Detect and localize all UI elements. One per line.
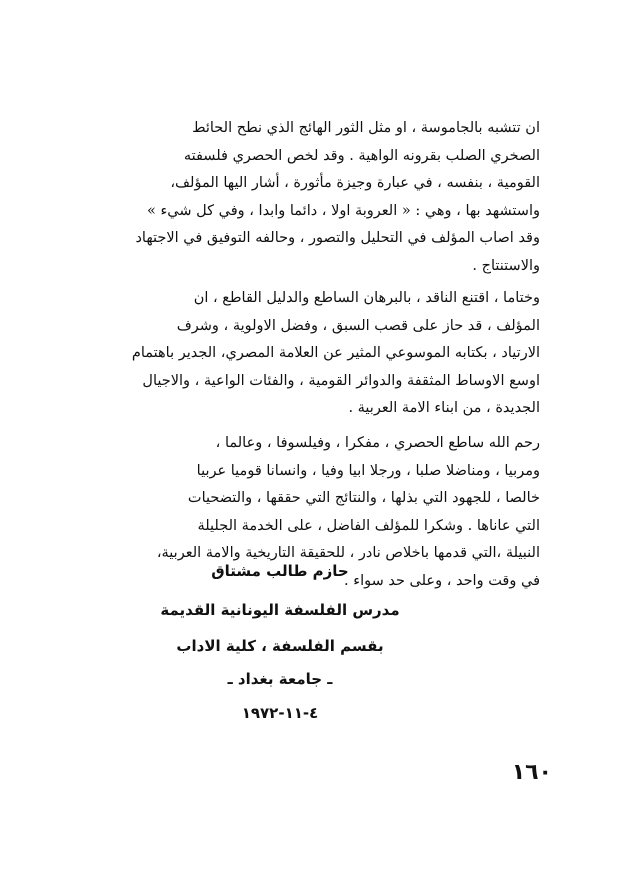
paragraph-2 (80, 285, 540, 423)
text-line: ان تتشبه بالجاموسة ، او مثل الثور الهائج الذي نطح الحائط (192, 120, 540, 136)
text-line: الجديدة ، من ابناء الامة العربية . (348, 400, 540, 416)
page-number: ١٦٠ (511, 760, 552, 785)
signature-university: ـ جامعة بغداد ـ (227, 670, 333, 688)
paragraph-1 (80, 115, 540, 280)
signature-department: بقسم الفلسفة ، كلية الاداب (176, 637, 384, 655)
text-line: المؤلف ، قد حاز على قصب السبق ، وفضل الاولوية ، وشرف (176, 317, 540, 334)
text-line: وختاما ، اقتنع الناقد ، بالبرهان الساطع والدليل القاطع ، ان (193, 290, 540, 306)
text-line: القومية ، بنفسه ، في عبارة وجيزة مأثورة ، أشار اليها المؤلف، (170, 175, 540, 191)
signature-date: ٤-١١-١٩٧٢ (241, 704, 319, 722)
text-line: النبيلة ،التي قدمها باخلاص نادر ، للحقيقة التاريخية والامة العربية، (156, 545, 540, 561)
signature-title: مدرس الفلسفة اليونانية القديمة (160, 601, 400, 619)
signature-name: حازم طالب مشتاق (211, 562, 349, 580)
text-line: والاستنتاج . (472, 257, 540, 274)
text-line: واستشهد بها ، وهي : « العروبة اولا ، دائما وابدا ، وفي كل شيء » (146, 202, 540, 219)
text-line: الارتياد ، بكتابه الموسوعي المثير عن العلامة المصري، الجدير باهتمام (131, 345, 540, 361)
text-line: اوسع الاوساط المثقفة والدوائر القومية ، والفئات الواعية ، والاجيال (142, 372, 540, 389)
text-line: خالصا ، للجهود التي بذلها ، والنتائج التي حققها ، والتضحيات (187, 490, 540, 506)
text-line: في وقت واحد ، وعلى حد سواء . (344, 572, 540, 589)
text-line: التي عاناها . وشكرا للمؤلف الفاضل ، على الخدمة الجليلة (197, 517, 540, 534)
text-line: الصخري الصلب بقرونه الواهية . وقد لخص الحصري فلسفته (183, 147, 540, 164)
text-line: رحم الله ساطع الحصري ، مفكرا ، وفيلسوفا ، وعالما ، (215, 435, 540, 451)
text-line: ومربيا ، ومناضلا صلبا ، ورجلا ابيا وفيا ، وانسانا قوميا عربيا (196, 462, 540, 479)
text-line: وقد اصاب المؤلف في التحليل والتصور ، وحالفه التوفيق في الاجتهاد (135, 230, 540, 246)
